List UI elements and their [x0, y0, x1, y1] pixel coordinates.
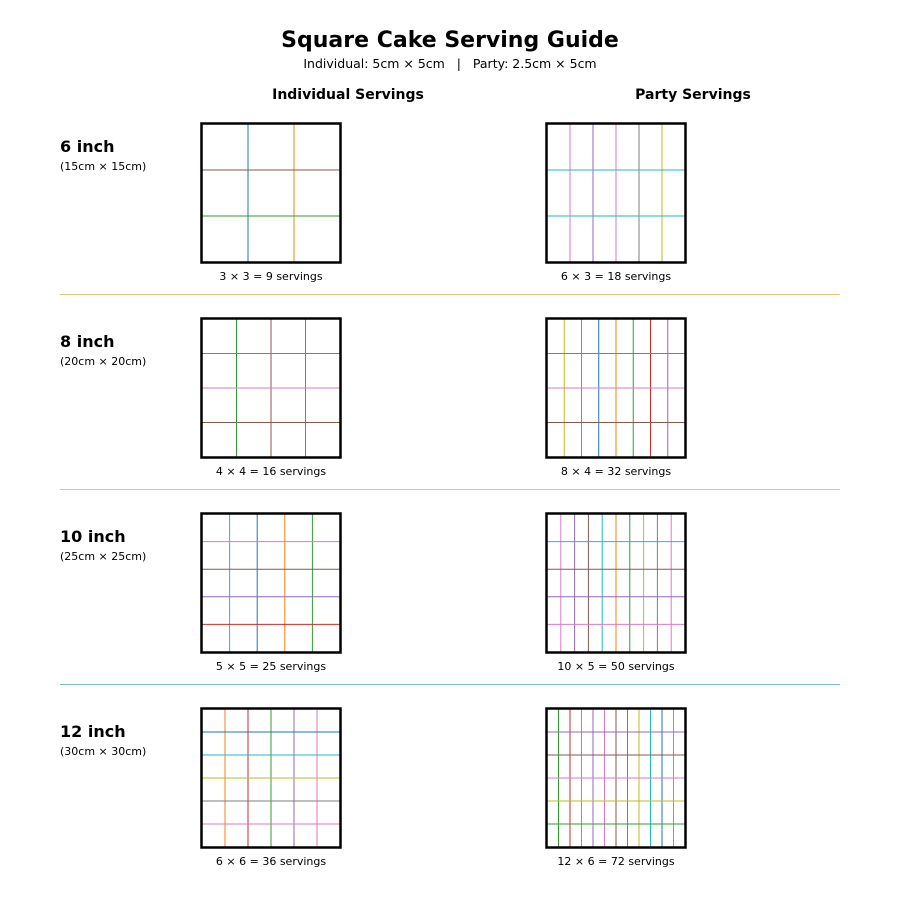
column-header-individual: Individual Servings: [272, 87, 424, 103]
row-separator: [60, 684, 840, 685]
cake-size-metric: (20cm × 20cm): [60, 355, 147, 368]
cake-size-metric: (25cm × 25cm): [60, 550, 147, 563]
page-subtitle: Individual: 5cm × 5cm | Party: 2.5cm × 5cm: [303, 56, 597, 71]
cake-grid-party: [545, 512, 687, 654]
party-servings-caption: 8 × 4 = 32 servings: [560, 465, 672, 478]
individual-servings-caption: 4 × 4 = 16 servings: [215, 465, 327, 478]
cake-grid-ind: [200, 512, 342, 654]
party-servings-caption: 12 × 6 = 72 servings: [557, 855, 675, 868]
individual-servings-caption: 5 × 5 = 25 servings: [215, 660, 327, 673]
cake-grid-party: [545, 707, 687, 849]
cake-grid-ind: [200, 707, 342, 849]
individual-servings-caption: 3 × 3 = 9 servings: [219, 270, 323, 283]
cake-size-metric: (15cm × 15cm): [60, 160, 147, 173]
cake-grid-party: [545, 122, 687, 264]
row-separator: [60, 489, 840, 490]
page-title: Square Cake Serving Guide: [281, 28, 619, 53]
cake-outline: [202, 514, 341, 653]
individual-servings-caption: 6 × 6 = 36 servings: [215, 855, 327, 868]
cake-size-row: [0, 512, 900, 707]
cake-size-row: [0, 707, 900, 902]
row-separator: [60, 294, 840, 295]
cake-size-label: 10 inch: [60, 527, 126, 546]
cake-size-label: 6 inch: [60, 137, 115, 156]
cake-size-label: 8 inch: [60, 332, 115, 351]
column-header-party: Party Servings: [635, 87, 751, 103]
cake-grid-ind: [200, 122, 342, 264]
party-servings-caption: 10 × 5 = 50 servings: [557, 660, 675, 673]
cake-grid-party: [545, 317, 687, 459]
cake-grid-ind: [200, 317, 342, 459]
cake-outline: [202, 124, 341, 263]
party-servings-caption: 6 × 3 = 18 servings: [560, 270, 672, 283]
cake-size-row: [0, 122, 900, 317]
cake-size-label: 12 inch: [60, 722, 126, 741]
cake-size-metric: (30cm × 30cm): [60, 745, 147, 758]
cake-size-row: [0, 317, 900, 512]
